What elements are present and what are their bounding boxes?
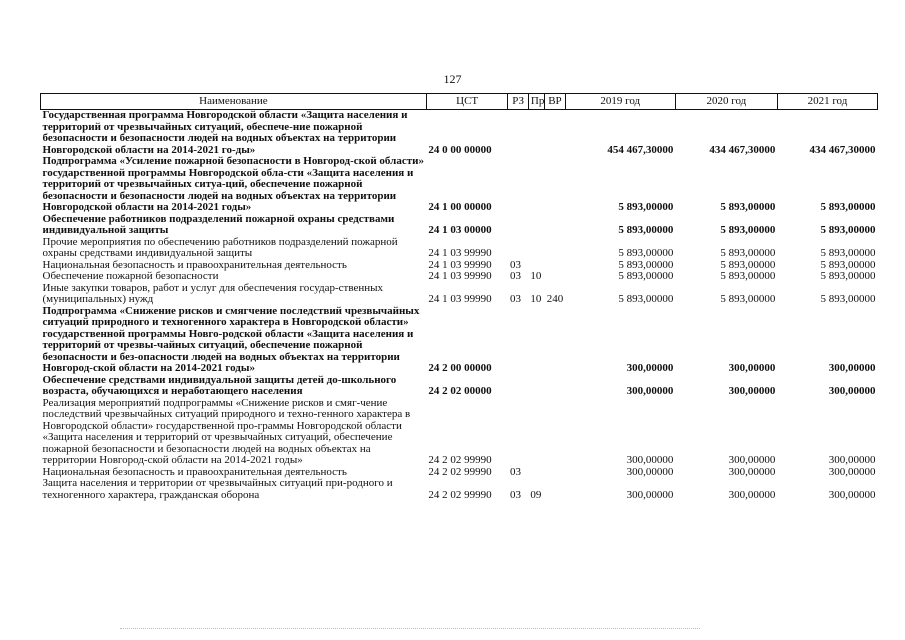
- header-name: Наименование: [41, 94, 427, 110]
- cell-y2019: 5 893,00000: [618, 247, 674, 259]
- cell-name: Прочие мероприятия по обеспечению работников подразделений пожарной охраны средствами индивидуальной защиты: [42, 235, 398, 259]
- cell-y2020: 5 893,00000: [720, 247, 776, 259]
- cell-rz: 03: [509, 293, 521, 305]
- cell-y2019: 5 893,00000: [618, 201, 674, 213]
- table-row: [41, 306, 878, 375]
- cell-y2020: 5 893,00000: [720, 201, 776, 213]
- cell-vr: [545, 467, 565, 479]
- cell-rz: 03: [509, 270, 521, 282]
- cell-pr: [528, 375, 544, 398]
- cell-y2019: 300,00000: [626, 488, 674, 501]
- cell-name: Обеспечение средствами индивидуальной защиты детей до-школьного возраста, обучающихся и неработающего населения: [42, 373, 397, 397]
- cell-cst: 24 1 00 00000: [428, 201, 492, 213]
- cell-y2019: 5 893,00000: [618, 293, 674, 305]
- cell-y2021: 300,00000: [828, 385, 876, 397]
- cell-name: Подпрограмма «Снижение рисков и смягчение последствий чрезвычайных ситуаций природного и техногенного характера в Новгородской области» государственной программы Новго-родской области «Защита населения и территорий от чрезвы-чайных ситуаций, обеспечение пожарной безопасности и без-опасности людей на водных объектах на территории Новгород-ской области на 2014-2021 годы»: [42, 304, 420, 374]
- cell-y2021: 300,00000: [828, 465, 876, 478]
- cell-y2021: 5 893,00000: [820, 224, 876, 236]
- cell-y2020: 300,00000: [728, 362, 776, 374]
- header-rz: РЗ: [508, 94, 528, 110]
- cell-y2019: 5 893,00000: [618, 224, 674, 236]
- cell-y2020: 5 893,00000: [720, 293, 776, 305]
- cell-vr: [545, 260, 565, 272]
- table-row: [41, 398, 878, 467]
- cell-vr: [545, 478, 565, 501]
- cell-pr: [528, 237, 544, 260]
- cell-vr: [545, 110, 565, 157]
- cell-rz: [508, 398, 528, 467]
- table-row: [41, 375, 878, 398]
- cell-pr: [528, 156, 544, 214]
- cell-cst: 24 2 02 99990: [428, 465, 492, 478]
- cell-name: Национальная безопасность и правоохранительная деятельность: [42, 465, 347, 478]
- cell-cst: 24 1 03 99990: [428, 293, 492, 305]
- cell-y2019: 5 893,00000: [618, 270, 674, 282]
- cell-name: Обеспечение работников подразделений пожарной охраны средствами индивидуальной защиты: [42, 212, 395, 236]
- cell-y2020: 300,00000: [728, 385, 776, 397]
- cell-y2021: 300,00000: [828, 454, 876, 466]
- cell-y2019: 5 893,00000: [618, 258, 674, 271]
- table-row: [41, 283, 878, 306]
- cell-rz: [508, 214, 528, 237]
- cell-y2021: 5 893,00000: [820, 247, 876, 259]
- cell-rz: [508, 237, 528, 260]
- cell-pr: [528, 467, 544, 479]
- header-pr: Пр: [528, 94, 544, 110]
- cell-cst: 24 2 02 99990: [428, 488, 492, 501]
- cell-name: Государственная программа Новгородской области «Защита населения и территорий от чрезвычайных ситуаций, обеспече-ние пожарной безопасности и безопасности людей на водных объектах на территории Новгородской области на 2014-2021 го-ды»: [42, 109, 408, 156]
- cell-y2021: 5 893,00000: [820, 270, 876, 282]
- table-row: [41, 271, 878, 283]
- cell-pr: [528, 214, 544, 237]
- cell-name: Национальная безопасность и правоохранительная деятельность: [42, 258, 347, 271]
- table-body: [41, 110, 878, 502]
- cell-y2021: 5 893,00000: [820, 201, 876, 213]
- cell-cst: 24 1 03 99990: [428, 247, 492, 259]
- cell-rz: [508, 375, 528, 398]
- cell-rz: [508, 110, 528, 157]
- cell-y2021: 300,00000: [828, 362, 876, 374]
- cell-y2019: 300,00000: [626, 385, 674, 397]
- cell-vr: [545, 306, 565, 375]
- cell-cst: 24 2 02 99990: [428, 454, 492, 466]
- cell-y2020: 300,00000: [728, 488, 776, 501]
- cell-cst: 24 0 00 00000: [428, 143, 492, 156]
- cell-vr: [545, 271, 565, 283]
- cell-y2021: 434 467,30000: [809, 143, 876, 156]
- cell-pr: [528, 398, 544, 467]
- header-2020: 2020 год: [675, 94, 777, 110]
- cell-cst: 24 1 03 99990: [428, 258, 492, 271]
- cell-y2020: 300,00000: [728, 454, 776, 466]
- table-row: [41, 156, 878, 214]
- cell-name: Подпрограмма «Усиление пожарной безопасности в Новгород-ской области» государственной программы Новгородской обла-сти «Защита населения и территорий от чрезвычайных ситуа-ций, обеспечение пожарной безопасности и безопасности людей на водных объектах на территории Новгородской области на 2014-2021 годы»: [42, 155, 424, 213]
- header-vr: ВР: [545, 94, 565, 110]
- table-row: [41, 478, 878, 501]
- cell-pr: [528, 110, 544, 157]
- cell-rz: 03: [509, 258, 521, 271]
- scan-artifact-line: [120, 628, 700, 631]
- cell-name: Обеспечение пожарной безопасности: [42, 270, 219, 282]
- cell-y2020: 434 467,30000: [709, 143, 776, 156]
- cell-cst: 24 1 03 00000: [428, 224, 492, 236]
- cell-vr: [545, 214, 565, 237]
- cell-y2019: 300,00000: [626, 465, 674, 478]
- header-2021: 2021 год: [777, 94, 877, 110]
- cell-name: Защита населения и территории от чрезвычайных ситуаций при-родного и техногенного характера, гражданская оборона: [42, 477, 393, 501]
- cell-y2021: 5 893,00000: [820, 258, 876, 271]
- page-number: 127: [443, 72, 462, 86]
- cell-vr: [545, 156, 565, 214]
- cell-y2020: 300,00000: [728, 465, 776, 478]
- cell-cst: 24 2 02 00000: [428, 385, 492, 397]
- cell-y2021: 5 893,00000: [820, 293, 876, 305]
- cell-y2019: 300,00000: [626, 454, 674, 466]
- cell-pr: 09: [530, 488, 542, 501]
- cell-pr: 10: [530, 270, 542, 282]
- table-header: [41, 94, 878, 110]
- cell-y2020: 5 893,00000: [720, 258, 776, 271]
- cell-vr: [545, 375, 565, 398]
- header-cst: ЦСТ: [426, 94, 508, 110]
- cell-cst: 24 2 00 00000: [428, 362, 492, 374]
- cell-y2020: 5 893,00000: [720, 270, 776, 282]
- cell-rz: [508, 156, 528, 214]
- cell-pr: [528, 306, 544, 375]
- cell-name: Иные закупки товаров, работ и услуг для обеспечения государ-ственных (муниципальных) нужд: [42, 281, 384, 305]
- cell-y2019: 454 467,30000: [607, 143, 674, 156]
- cell-y2019: 300,00000: [626, 362, 674, 374]
- table-row: [41, 110, 878, 157]
- cell-vr: [545, 398, 565, 467]
- table-row: [41, 237, 878, 260]
- cell-y2020: 5 893,00000: [720, 224, 776, 236]
- cell-rz: 03: [509, 488, 521, 501]
- budget-table: [40, 93, 878, 501]
- cell-name: Реализация мероприятий подпрограммы «Снижение рисков и смяг-чение последствий чрезвычайных ситуаций природного и техно-генного характера в Новгородской области» государственной про-граммы Новгородской области «Защита населения и территорий от чрезвычайных ситуаций, обеспечение пожарной безопасности и безопасности людей на водных объектах на территории Новгород-ской области на 2014-2021 годы»: [42, 396, 411, 466]
- cell-rz: 03: [509, 465, 521, 478]
- cell-vr: 240: [546, 293, 564, 305]
- cell-pr: 10: [530, 293, 542, 305]
- cell-rz: [508, 306, 528, 375]
- cell-y2021: 300,00000: [828, 488, 876, 501]
- cell-cst: 24 1 03 99990: [428, 270, 492, 282]
- header-2019: 2019 год: [565, 94, 675, 110]
- table-row: [41, 214, 878, 237]
- cell-vr: [545, 237, 565, 260]
